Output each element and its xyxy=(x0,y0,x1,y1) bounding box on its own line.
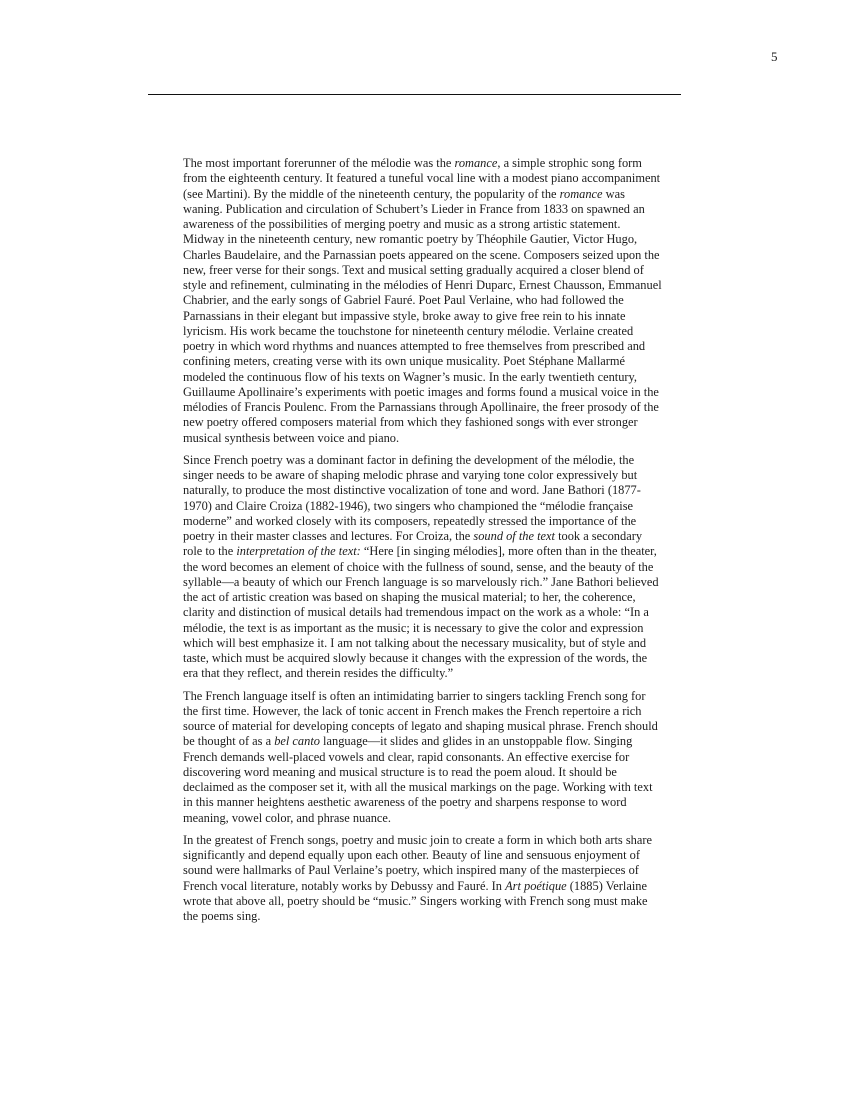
text-run: “Here [in singing mélodies], more often than in the theater, the word becomes an element of choice with the fullness of sound, sense, and the beauty of the syllable—a beauty of which our French language is so marvelously rich.” Jane Bathori believed the act of artistic creation was based on shaping the musical material; to her, the coherence, clarity and distinction of musical details had tremendous impact on the work as a whole: “In a mélodie, the text is as important as the music; it is necessary to give the color and expression which will best emphasize it. I am not talking about the necessary musicality, but of style and taste, which must be acquired slowly because it changes with the expression of the words, the era that they reflect, and therein resides the difficulty.” xyxy=(183,544,659,681)
text-run: romance xyxy=(559,186,603,201)
header-rule xyxy=(148,94,681,95)
text-run: Art poétique xyxy=(505,878,567,893)
paragraph xyxy=(183,689,663,826)
text-run: interpretation of the text: xyxy=(236,544,361,559)
page-number: 5 xyxy=(771,49,778,64)
page-body xyxy=(183,156,663,931)
text-run: was waning. Publication and circulation of Schubert’s Lieder in France from 1833 on spawned an awareness of the possibilities of merging poetry and music as a strong artistic statement. Midway in the nineteenth century, new romantic poetry by Théophile Gautier, Victor Hugo, Charles Baudelaire, and the Parnassian poets appeared on the scene. Composers seized upon the new, freer verse for their songs. Text and musical setting gradually acquired a closer blend of style and refinement, culminating in the mélodies of Henri Duparc, Ernest Chausson, Emmanuel Chabrier, and the early songs of Gabriel Fauré. Poet Paul Verlaine, who had followed the Parnassians in their elegant but impassive style, broke away to give free rein to his innate lyricism. His work became the touchstone for nineteenth century mélodie. Verlaine created poetry in which word rhythms and nuances attempted to free themselves from prescribed and confining meters, creating verse with its own unique musicality. Poet Stéphane Mallarmé modeled the continuous flow of his texts on Wagner’s music. In the early twentieth century, Guillaume Apollinaire’s experiments with poetic images and forms found a musical voice in the mélodies of Francis Poulenc. From the Parnassians through Apollinaire, the freer prosody of the new poetry offered composers material from which they fashioned songs with ever stronger musical synthesis between voice and piano. xyxy=(183,186,662,445)
text-run: language—it slides and glides in an unstoppable flow. Singing French demands well-placed vowels and clear, rapid consonants. An effective exercise for discovering word meaning and musical structure is to read the poem aloud. It should be declaimed as the composer set it, with all the musical markings on the page. Working with text in this manner heightens aesthetic awareness of the poetry and sharpens response to word meaning, vowel color, and phrase nuance. xyxy=(183,734,653,825)
text-run: In the greatest of French songs, poetry and music join to create a form in which both arts share significantly and depend equally upon each other. Beauty of line and sensuous enjoyment of sound were hallmarks of Paul Verlaine’s poetry, which inspired many of the masterpieces of French vocal literature, notably works by Debussy and Fauré. In xyxy=(183,832,652,893)
text-run: (1885) Verlaine wrote that above all, poetry should be “music.” Singers working with French song must make the poems sing. xyxy=(183,878,648,923)
text-run: bel canto xyxy=(274,734,320,749)
text-run: Since French poetry was a dominant factor in defining the development of the mélodie, the singer needs to be aware of shaping melodic phrase and varying tone color expressively but naturally, to produce the most distinctive vocalization of tone and word. Jane Bathori (1877-1970) and Claire Croiza (1882-1946), two singers who championed the “mélodie française moderne” and worked closely with its composers, repeatedly stressed the importance of the poetry in their master classes and lectures. For Croiza, the xyxy=(183,452,641,543)
text-run: , a simple strophic song form from the eighteenth century. It featured a tuneful vocal line with a modest piano accompaniment (see Martini). By the middle of the nineteenth century, the popularity of the xyxy=(183,156,661,201)
paragraph xyxy=(183,156,663,446)
paragraph xyxy=(183,453,663,682)
text-run: took a secondary role to the xyxy=(183,529,643,559)
paragraph xyxy=(183,833,663,925)
text-run: The most important forerunner of the mélodie was the xyxy=(183,156,455,170)
text-run: The French language itself is often an intimidating barrier to singers tackling French song for the first time. However, the lack of tonic accent in French makes the French repertoire a rich source of material for developing concepts of legato and shaping musical phrase. French should be thought of as a xyxy=(183,688,658,749)
text-run: romance xyxy=(454,156,498,170)
text-run: sound of the text xyxy=(473,529,555,543)
